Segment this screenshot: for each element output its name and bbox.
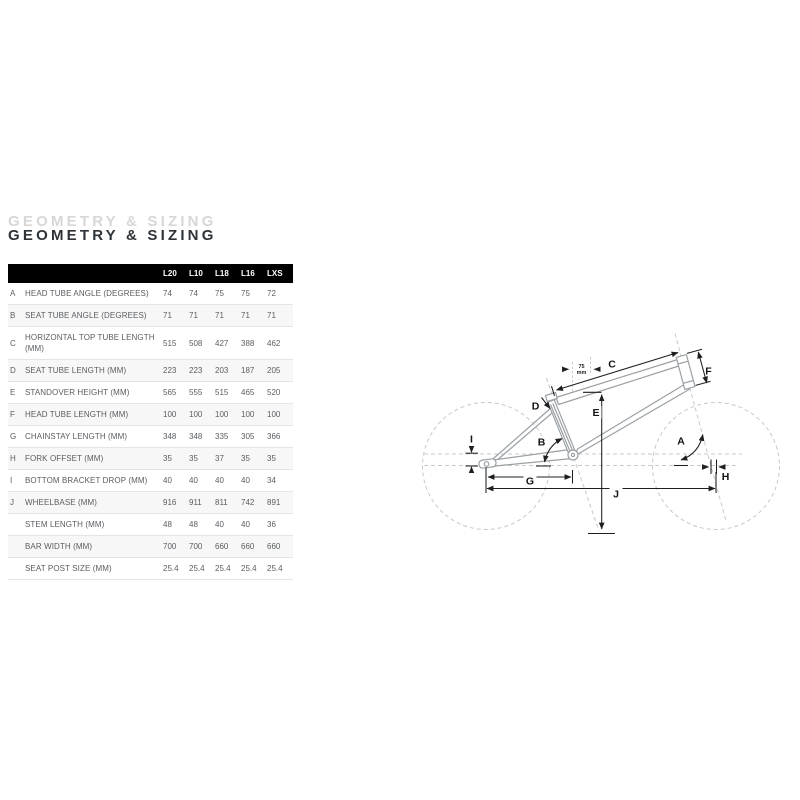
table-row bbox=[8, 448, 293, 470]
row-label: WHEELBASE (MM) bbox=[25, 498, 98, 507]
seat-clamp bbox=[546, 393, 558, 402]
cell-value: 48 bbox=[163, 520, 172, 529]
cell-value: 71 bbox=[241, 311, 250, 320]
table-row bbox=[8, 514, 293, 536]
cell-value: 25.4 bbox=[215, 564, 231, 573]
cell-value: 348 bbox=[163, 432, 177, 441]
dim-label-h: H bbox=[721, 471, 730, 483]
dim-note-value: 75 bbox=[578, 363, 585, 370]
row-letter: I bbox=[10, 476, 13, 485]
table-row bbox=[8, 283, 293, 305]
cell-value: 40 bbox=[163, 476, 172, 485]
table-row bbox=[8, 305, 293, 327]
cell-value: 462 bbox=[267, 338, 281, 348]
row-label: FORK OFFSET (MM) bbox=[25, 454, 104, 463]
row-letter: H bbox=[10, 454, 16, 463]
cell-value: 660 bbox=[215, 542, 229, 551]
cell-value: 40 bbox=[215, 476, 224, 485]
cell-value: 203 bbox=[215, 366, 229, 375]
row-label: HORIZONTAL TOP TUBE LENGTH (MM) bbox=[25, 333, 155, 353]
cell-value: 100 bbox=[215, 410, 229, 419]
cell-value: 508 bbox=[189, 338, 203, 348]
cell-value: 40 bbox=[241, 520, 250, 529]
cell-value: 660 bbox=[267, 542, 281, 551]
cell-value: 916 bbox=[163, 498, 177, 507]
header-label-spacer bbox=[25, 269, 163, 279]
dim-label-g: G bbox=[525, 475, 535, 488]
row-label: STEM LENGTH (MM) bbox=[25, 520, 105, 529]
row-label: BOTTOM BRACKET DROP (MM) bbox=[25, 476, 148, 485]
cell-value: 205 bbox=[267, 366, 281, 375]
cell-value: 74 bbox=[189, 289, 198, 298]
cell-value: 465 bbox=[241, 388, 255, 397]
cell-value: 72 bbox=[267, 289, 276, 298]
table-row bbox=[8, 536, 293, 558]
row-label: CHAINSTAY LENGTH (MM) bbox=[25, 432, 128, 441]
cell-value: 366 bbox=[267, 432, 281, 441]
head-tube bbox=[676, 355, 695, 390]
cell-value: 36 bbox=[267, 520, 276, 529]
geometry-diagram bbox=[418, 328, 792, 540]
table-row bbox=[8, 360, 293, 382]
seat-tube-inner-left bbox=[551, 405, 572, 456]
cell-value: 520 bbox=[267, 388, 281, 397]
cell-value: 71 bbox=[267, 311, 276, 320]
chainstay bbox=[490, 450, 573, 467]
cell-value: 388 bbox=[241, 338, 255, 348]
cell-value: 348 bbox=[189, 432, 203, 441]
cell-value: 48 bbox=[189, 520, 198, 529]
row-letter: E bbox=[10, 388, 16, 397]
dim-label-c: C bbox=[608, 358, 616, 371]
cell-value: 71 bbox=[163, 311, 172, 320]
table-row bbox=[8, 558, 293, 580]
table-row bbox=[8, 382, 293, 404]
dim-label-j: J bbox=[613, 488, 619, 501]
dim-label-e: E bbox=[592, 407, 600, 419]
row-letter: C bbox=[10, 338, 16, 348]
dim-note-unit: mm bbox=[576, 369, 587, 376]
title-ghost bbox=[8, 213, 217, 230]
size-column-header: L18 bbox=[215, 269, 229, 278]
cell-value: 37 bbox=[215, 454, 224, 463]
row-letter: A bbox=[10, 289, 16, 298]
cell-value: 40 bbox=[241, 476, 250, 485]
cell-value: 100 bbox=[267, 410, 281, 419]
cell-value: 35 bbox=[189, 454, 198, 463]
table-row bbox=[8, 426, 293, 448]
table-row bbox=[8, 404, 293, 426]
cell-value: 700 bbox=[163, 542, 177, 551]
size-header-group bbox=[163, 269, 293, 278]
row-letter: B bbox=[10, 311, 16, 320]
cell-value: 74 bbox=[163, 289, 172, 298]
row-letter: F bbox=[10, 410, 15, 419]
cell-value: 335 bbox=[215, 432, 229, 441]
cell-value: 305 bbox=[241, 432, 255, 441]
cell-value: 35 bbox=[267, 454, 276, 463]
table-row bbox=[8, 492, 293, 514]
cell-value: 25.4 bbox=[189, 564, 205, 573]
dim-label-a: A bbox=[677, 435, 685, 448]
table-row bbox=[8, 327, 293, 360]
title-ghost-text: GEOMETRY & SIZING bbox=[8, 213, 217, 230]
dim-label-d: D bbox=[531, 400, 540, 413]
rear-axle bbox=[484, 462, 489, 467]
cell-value: 75 bbox=[241, 289, 250, 298]
cell-value: 100 bbox=[189, 410, 203, 419]
row-letter: D bbox=[10, 366, 16, 375]
bottom-bracket-center bbox=[571, 453, 574, 456]
row-label: HEAD TUBE ANGLE (DEGREES) bbox=[25, 289, 149, 298]
size-column-header: L20 bbox=[163, 269, 177, 278]
cell-value: 515 bbox=[163, 338, 177, 348]
size-column-header: L16 bbox=[241, 269, 255, 278]
cell-value: 223 bbox=[163, 366, 177, 375]
table-body bbox=[8, 283, 293, 580]
dim-f-tick-top bbox=[687, 349, 702, 353]
cell-value: 40 bbox=[215, 520, 224, 529]
size-column-header: LXS bbox=[267, 269, 283, 278]
cell-value: 515 bbox=[215, 388, 229, 397]
frame-outline bbox=[479, 355, 695, 469]
table-row bbox=[8, 470, 293, 492]
page-title: GEOMETRY & SIZING bbox=[8, 227, 217, 244]
row-label: SEAT POST SIZE (MM) bbox=[25, 564, 112, 573]
cell-value: 660 bbox=[241, 542, 255, 551]
cell-value: 565 bbox=[163, 388, 177, 397]
seat-tube-inner-right bbox=[553, 404, 574, 455]
cell-value: 100 bbox=[163, 410, 177, 419]
cell-value: 25.4 bbox=[241, 564, 257, 573]
cell-value: 891 bbox=[267, 498, 281, 507]
geometry-table bbox=[8, 264, 293, 580]
cell-value: 25.4 bbox=[163, 564, 179, 573]
cell-value: 40 bbox=[189, 476, 198, 485]
cell-value: 427 bbox=[215, 338, 229, 348]
cell-value: 34 bbox=[267, 476, 276, 485]
row-letter: G bbox=[10, 432, 17, 441]
row-letter: J bbox=[10, 498, 14, 507]
row-label: BAR WIDTH (MM) bbox=[25, 542, 93, 551]
cell-value: 71 bbox=[215, 311, 224, 320]
cell-value: 555 bbox=[189, 388, 203, 397]
cell-value: 911 bbox=[189, 498, 202, 507]
cell-value: 25.4 bbox=[267, 564, 283, 573]
row-label: SEAT TUBE LENGTH (MM) bbox=[25, 366, 127, 375]
dim-f-tick-bottom bbox=[696, 381, 711, 385]
cell-value: 35 bbox=[163, 454, 172, 463]
cell-value: 35 bbox=[241, 454, 250, 463]
table-header-row bbox=[8, 264, 293, 283]
cell-value: 223 bbox=[189, 366, 203, 375]
row-label: SEAT TUBE ANGLE (DEGREES) bbox=[25, 311, 147, 320]
cell-value: 811 bbox=[215, 498, 228, 507]
dim-label-b: B bbox=[537, 436, 546, 449]
cell-value: 187 bbox=[241, 366, 255, 375]
cell-value: 742 bbox=[241, 498, 255, 507]
row-label: HEAD TUBE LENGTH (MM) bbox=[25, 410, 129, 419]
cell-value: 100 bbox=[241, 410, 255, 419]
cell-value: 75 bbox=[215, 289, 224, 298]
cell-value: 71 bbox=[189, 311, 198, 320]
cell-value: 700 bbox=[189, 542, 203, 551]
row-label: STANDOVER HEIGHT (MM) bbox=[25, 388, 130, 397]
dim-label-i: I bbox=[470, 433, 473, 446]
dim-label-f: F bbox=[705, 365, 712, 378]
size-column-header: L10 bbox=[189, 269, 203, 278]
